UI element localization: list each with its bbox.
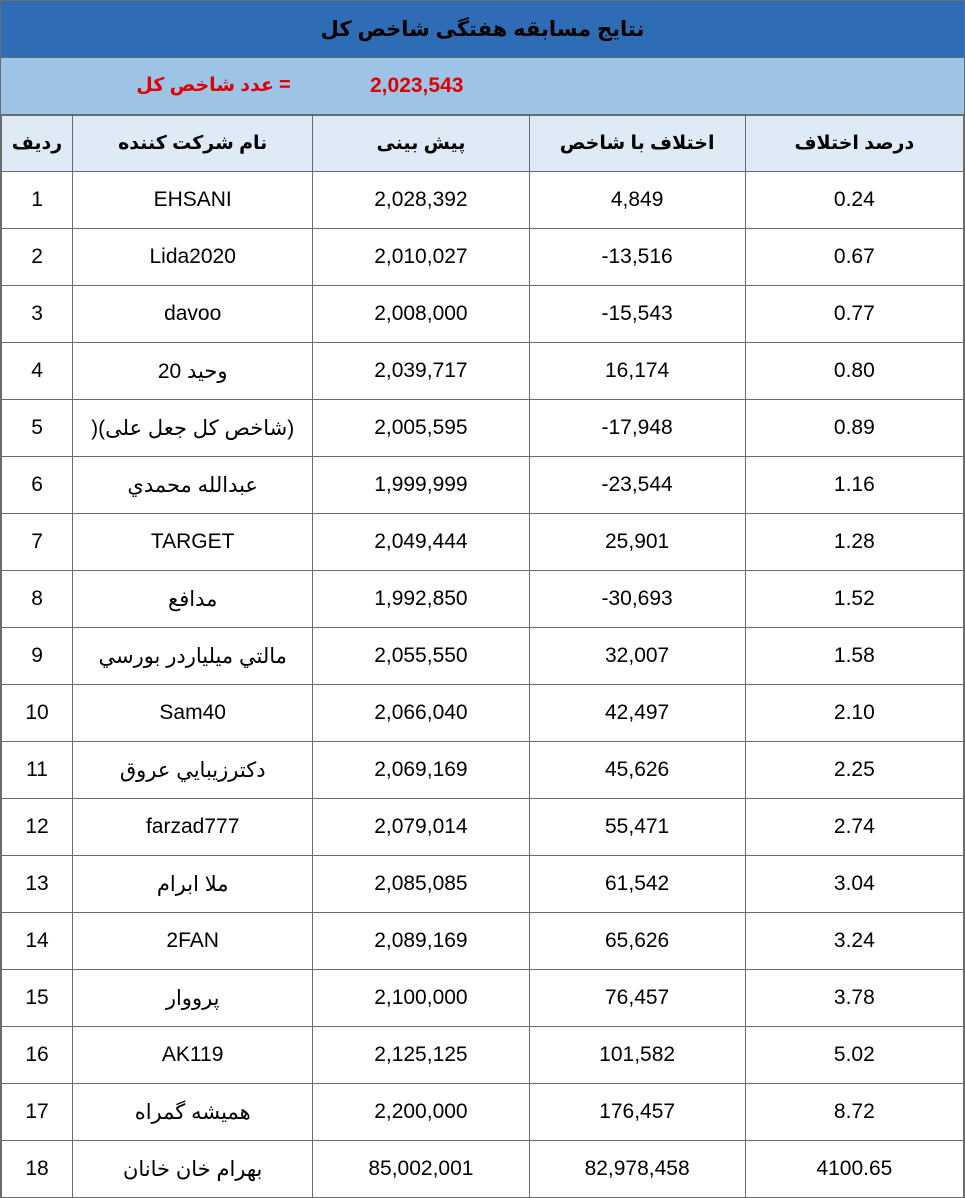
table-row	[2, 286, 964, 343]
table-row	[2, 628, 964, 685]
cell-row-number: 18	[2, 1141, 73, 1198]
header-prediction: پیش بینی	[313, 116, 529, 172]
cell-participant-name: Sam40	[73, 685, 313, 742]
cell-difference: 65,626	[529, 913, 745, 970]
table-body	[2, 172, 964, 1198]
cell-difference: -17,948	[529, 400, 745, 457]
cell-difference: 4,849	[529, 172, 745, 229]
cell-row-number: 5	[2, 400, 73, 457]
cell-difference: -23,544	[529, 457, 745, 514]
cell-prediction: 2,008,000	[313, 286, 529, 343]
cell-row-number: 12	[2, 799, 73, 856]
cell-row-number: 6	[2, 457, 73, 514]
table-row	[2, 1084, 964, 1141]
cell-prediction: 2,069,169	[313, 742, 529, 799]
table-row	[2, 229, 964, 286]
cell-prediction: 2,005,595	[313, 400, 529, 457]
cell-row-number: 14	[2, 913, 73, 970]
cell-participant-name: پرووار	[73, 970, 313, 1027]
header-difference: اختلاف با شاخص	[529, 116, 745, 172]
cell-prediction: 2,079,014	[313, 799, 529, 856]
cell-percent-difference: 0.24	[745, 172, 963, 229]
cell-row-number: 3	[2, 286, 73, 343]
cell-participant-name: بهرام خان خانان	[73, 1141, 313, 1198]
cell-row-number: 7	[2, 514, 73, 571]
cell-difference: -30,693	[529, 571, 745, 628]
header-percent-difference: درصد اختلاف	[745, 116, 963, 172]
cell-participant-name: EHSANI	[73, 172, 313, 229]
cell-difference: 101,582	[529, 1027, 745, 1084]
cell-prediction: 2,010,027	[313, 229, 529, 286]
cell-participant-name: مدافع	[73, 571, 313, 628]
table-row	[2, 913, 964, 970]
table-row	[2, 856, 964, 913]
table-row	[2, 571, 964, 628]
table-row	[2, 400, 964, 457]
cell-participant-name: TARGET	[73, 514, 313, 571]
cell-participant-name: ملا ابرام	[73, 856, 313, 913]
cell-row-number: 2	[2, 229, 73, 286]
cell-percent-difference: 5.02	[745, 1027, 963, 1084]
cell-percent-difference: 4100.65	[745, 1141, 963, 1198]
cell-difference: 176,457	[529, 1084, 745, 1141]
cell-prediction: 2,200,000	[313, 1084, 529, 1141]
cell-participant-name: farzad777	[73, 799, 313, 856]
sheet-title: نتایج مسابقه هفتگی شاخص کل	[1, 1, 964, 58]
cell-difference: 82,978,458	[529, 1141, 745, 1198]
index-label: عدد شاخص کل	[136, 75, 274, 96]
cell-percent-difference: 3.24	[745, 913, 963, 970]
cell-prediction: 2,125,125	[313, 1027, 529, 1084]
cell-prediction: 1,999,999	[313, 457, 529, 514]
cell-percent-difference: 2.74	[745, 799, 963, 856]
cell-row-number: 1	[2, 172, 73, 229]
table-row	[2, 799, 964, 856]
cell-prediction: 2,085,085	[313, 856, 529, 913]
table-header-row	[2, 116, 964, 172]
cell-percent-difference: 0.80	[745, 343, 963, 400]
cell-difference: 61,542	[529, 856, 745, 913]
cell-participant-name: AK119	[73, 1027, 313, 1084]
table-row	[2, 514, 964, 571]
cell-participant-name: (شاخص کل جعل علی)(	[73, 400, 313, 457]
table-row	[2, 970, 964, 1027]
index-value: 2,023,543	[370, 74, 464, 97]
cell-participant-name: دكترزيبايي عروق	[73, 742, 313, 799]
cell-participant-name: همیشه گمراه	[73, 1084, 313, 1141]
index-equals-sign: =	[279, 74, 291, 96]
header-participant-name: نام شرکت کننده	[73, 116, 313, 172]
cell-percent-difference: 2.25	[745, 742, 963, 799]
cell-participant-name: عبدالله محمدي	[73, 457, 313, 514]
cell-percent-difference: 3.78	[745, 970, 963, 1027]
table-row	[2, 1027, 964, 1084]
cell-percent-difference: 0.77	[745, 286, 963, 343]
cell-percent-difference: 1.52	[745, 571, 963, 628]
table-row	[2, 457, 964, 514]
cell-percent-difference: 1.28	[745, 514, 963, 571]
table-row	[2, 1141, 964, 1198]
cell-participant-name: مالتي ميلياردر بورسي	[73, 628, 313, 685]
cell-percent-difference: 1.58	[745, 628, 963, 685]
cell-prediction: 2,055,550	[313, 628, 529, 685]
cell-row-number: 11	[2, 742, 73, 799]
table-row	[2, 343, 964, 400]
cell-difference: -15,543	[529, 286, 745, 343]
cell-row-number: 10	[2, 685, 73, 742]
cell-prediction: 1,992,850	[313, 571, 529, 628]
cell-participant-name: davoo	[73, 286, 313, 343]
cell-prediction: 2,028,392	[313, 172, 529, 229]
cell-difference: 32,007	[529, 628, 745, 685]
cell-prediction: 2,049,444	[313, 514, 529, 571]
cell-prediction: 85,002,001	[313, 1141, 529, 1198]
cell-row-number: 16	[2, 1027, 73, 1084]
cell-participant-name: 2FAN	[73, 913, 313, 970]
cell-percent-difference: 0.89	[745, 400, 963, 457]
table-row	[2, 742, 964, 799]
cell-prediction: 2,066,040	[313, 685, 529, 742]
cell-prediction: 2,089,169	[313, 913, 529, 970]
index-bar	[1, 58, 964, 115]
cell-difference: 76,457	[529, 970, 745, 1027]
cell-difference: 25,901	[529, 514, 745, 571]
cell-percent-difference: 8.72	[745, 1084, 963, 1141]
cell-difference: -13,516	[529, 229, 745, 286]
cell-participant-name: Lida2020	[73, 229, 313, 286]
cell-percent-difference: 0.67	[745, 229, 963, 286]
cell-difference: 55,471	[529, 799, 745, 856]
cell-percent-difference: 2.10	[745, 685, 963, 742]
cell-difference: 42,497	[529, 685, 745, 742]
cell-difference: 16,174	[529, 343, 745, 400]
cell-difference: 45,626	[529, 742, 745, 799]
cell-prediction: 2,100,000	[313, 970, 529, 1027]
cell-row-number: 17	[2, 1084, 73, 1141]
cell-row-number: 4	[2, 343, 73, 400]
cell-participant-name: وحید 20	[73, 343, 313, 400]
cell-percent-difference: 3.04	[745, 856, 963, 913]
header-row-number: ردیف	[2, 116, 73, 172]
cell-row-number: 15	[2, 970, 73, 1027]
cell-percent-difference: 1.16	[745, 457, 963, 514]
cell-row-number: 13	[2, 856, 73, 913]
cell-prediction: 2,039,717	[313, 343, 529, 400]
table-row	[2, 685, 964, 742]
table-row	[2, 172, 964, 229]
results-table	[1, 115, 964, 1198]
cell-row-number: 8	[2, 571, 73, 628]
cell-row-number: 9	[2, 628, 73, 685]
